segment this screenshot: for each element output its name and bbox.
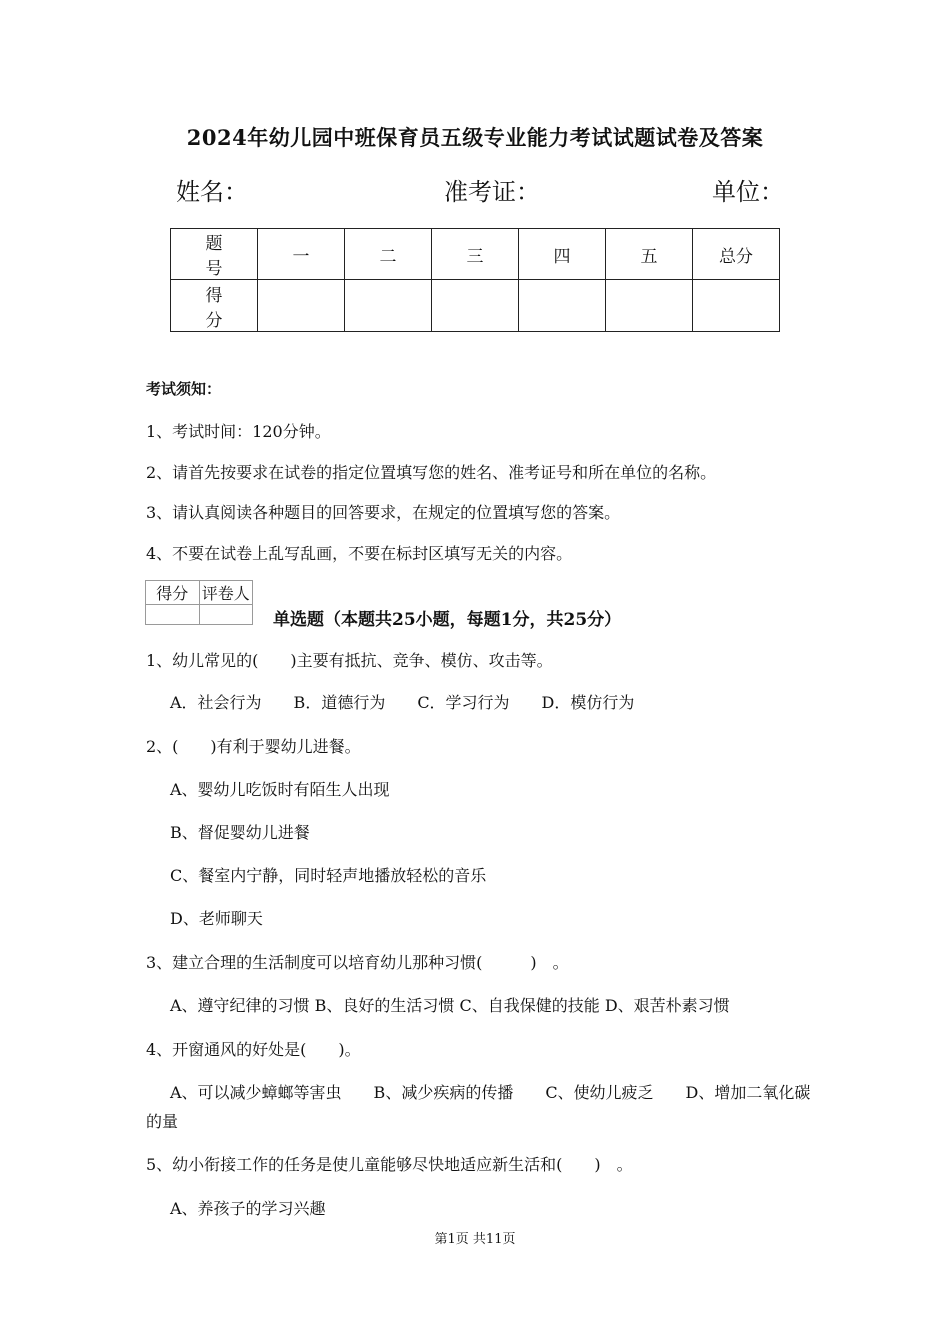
notice-item: 4、不要在试卷上乱写乱画，不要在标封区填写无关的内容。 <box>146 544 573 563</box>
page-title: 2024年幼儿园中班保育员五级专业能力考试试题试卷及答案 <box>186 125 764 150</box>
score-table <box>170 228 780 332</box>
question-4-options: A、可以减少蟑螂等害虫 B、减少疾病的传播 C、使幼儿疲乏 D、增加二氧化碳 <box>170 1083 811 1102</box>
score-cell-5 <box>606 280 693 332</box>
question-2-option-a: A、婴幼儿吃饭时有陌生人出现 <box>170 780 390 799</box>
question-3: 3、建立合理的生活制度可以培育幼儿那种习惯( ) 。 <box>146 953 569 972</box>
question-number-label: 题号 <box>171 229 258 280</box>
page-footer: 第1页 共11页 <box>434 1232 516 1247</box>
score-table-score-row <box>171 280 780 332</box>
score-cell-total <box>693 280 780 332</box>
exam-id-label: 准考证： <box>444 178 540 206</box>
column-2: 二 <box>345 229 432 280</box>
score-cell-4 <box>519 280 606 332</box>
question-5: 5、幼小衔接工作的任务是使儿童能够尽快地适应新生活和( ) 。 <box>146 1155 633 1174</box>
score-cell-1 <box>258 280 345 332</box>
notice-heading: 考试须知： <box>146 380 222 398</box>
question-2: 2、( )有利于婴幼儿进餐。 <box>146 737 361 756</box>
reviewer-score-label: 得分 <box>146 581 200 605</box>
column-5: 五 <box>606 229 693 280</box>
column-4: 四 <box>519 229 606 280</box>
question-1-options: A．社会行为 B．道德行为 C．学习行为 D．模仿行为 <box>170 693 635 712</box>
reviewer-score-cell <box>146 605 200 625</box>
question-3-options: A、遵守纪律的习惯 B、良好的生活习惯 C、自我保健的技能 D、艰苦朴素习惯 <box>170 996 730 1015</box>
question-4-options-continued: 的量 <box>146 1112 179 1131</box>
reviewer-name-label: 评卷人 <box>199 581 253 605</box>
section-title: 单选题（本题共25小题，每题1分，共25分） <box>273 610 622 630</box>
score-table-header-row <box>171 229 780 280</box>
reviewer-name-cell <box>199 605 253 625</box>
question-5-option-a: A、养孩子的学习兴趣 <box>170 1199 326 1218</box>
column-total: 总分 <box>693 229 780 280</box>
name-label: 姓名： <box>176 178 248 206</box>
candidate-info-row <box>176 172 786 206</box>
column-1: 一 <box>258 229 345 280</box>
score-label: 得分 <box>171 280 258 332</box>
question-2-option-d: D、老师聊天 <box>170 909 263 928</box>
notice-item: 1、考试时间：120分钟。 <box>146 422 331 441</box>
question-1: 1、幼儿常见的( )主要有抵抗、竞争、模仿、攻击等。 <box>146 651 553 670</box>
score-cell-3 <box>432 280 519 332</box>
column-3: 三 <box>432 229 519 280</box>
score-cell-2 <box>345 280 432 332</box>
question-2-option-b: B、督促婴幼儿进餐 <box>170 823 310 842</box>
unit-label: 单位： <box>712 178 784 206</box>
question-4: 4、开窗通风的好处是( )。 <box>146 1040 361 1059</box>
notice-item: 3、请认真阅读各种题目的回答要求，在规定的位置填写您的答案。 <box>146 503 621 522</box>
notice-item: 2、请首先按要求在试卷的指定位置填写您的姓名、准考证号和所在单位的名称。 <box>146 463 717 482</box>
reviewer-box <box>145 580 253 625</box>
question-2-option-c: C、餐室内宁静，同时轻声地播放轻松的音乐 <box>170 866 487 885</box>
